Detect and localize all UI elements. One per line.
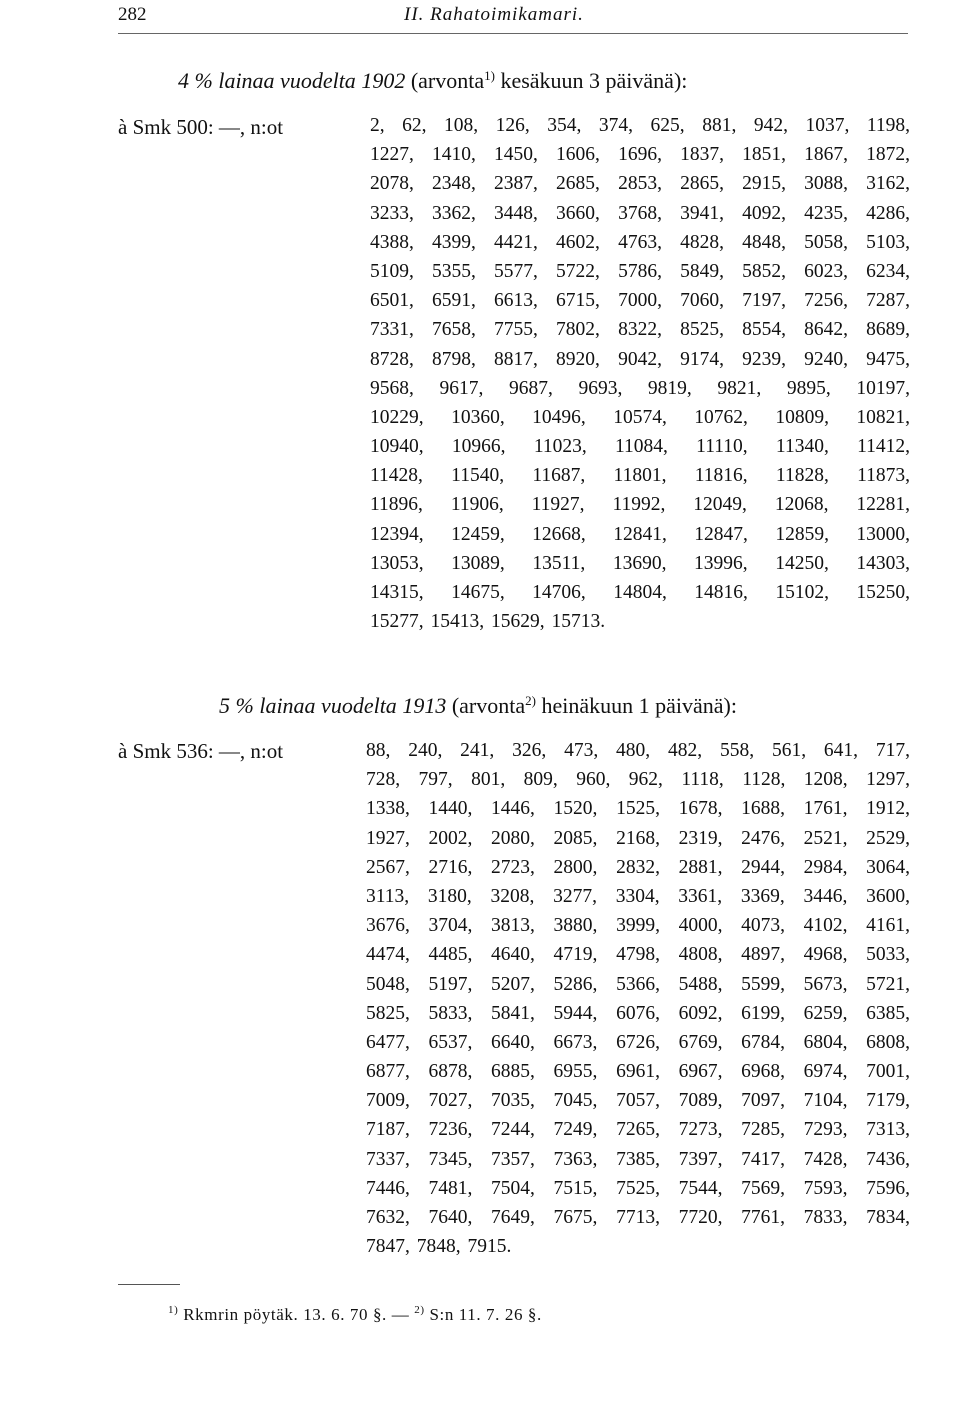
heading-rate: 5 %: [219, 693, 254, 718]
number-line: 4474, 4485, 4640, 4719, 4798, 4808, 4897, 4968, 5033,: [366, 944, 910, 966]
heading-draw: (arvonta: [410, 68, 485, 93]
number-line: 1227, 1410, 1450, 1606, 1696, 1837, 1851, 1867, 1872,: [370, 144, 910, 166]
number-line: 6877, 6878, 6885, 6955, 6961, 6967, 6968, 6974, 7001,: [366, 1061, 910, 1083]
number-line: 3233, 3362, 3448, 3660, 3768, 3941, 4092, 4235, 4286,: [370, 202, 910, 224]
number-line: 12394, 12459, 12668, 12841, 12847, 12859, 13000,: [370, 523, 910, 545]
bond-number-list-1902: [370, 111, 910, 636]
heading-date: heinäkuun 1 päivänä):: [541, 693, 737, 718]
heading-date: kesäkuun 3 päivänä):: [500, 68, 688, 93]
number-line: 7446, 7481, 7504, 7515, 7525, 7544, 7569, 7593, 7596,: [366, 1177, 910, 1199]
number-line: 7187, 7236, 7244, 7249, 7265, 7273, 7285, 7293, 7313,: [366, 1119, 910, 1141]
number-line: 6477, 6537, 6640, 6673, 6726, 6769, 6784, 6804, 6808,: [366, 1031, 910, 1053]
number-line: 3676, 3704, 3813, 3880, 3999, 4000, 4073, 4102, 4161,: [366, 915, 910, 937]
footnote: [168, 1304, 542, 1325]
header-rule: [118, 33, 908, 34]
number-line: 15277, 15413, 15629, 15713.: [370, 611, 606, 633]
number-line: 1927, 2002, 2080, 2085, 2168, 2319, 2476, 2521, 2529,: [366, 827, 910, 849]
bond-number-list-1913: [366, 736, 910, 1261]
number-line: 14315, 14675, 14706, 14804, 14816, 15102, 15250,: [370, 582, 910, 603]
number-line: 88, 240, 241, 326, 473, 480, 482, 558, 561, 641, 717,: [366, 740, 910, 761]
section-heading-1913: [219, 694, 737, 717]
number-line: 8728, 8798, 8817, 8920, 9042, 9174, 9239, 9240, 9475,: [370, 348, 910, 370]
heading-loan: lainaa vuodelta: [259, 693, 397, 718]
number-line: 728, 797, 801, 809, 960, 962, 1118, 1128, 1208, 1297,: [366, 769, 910, 791]
number-line: 13053, 13089, 13511, 13690, 13996, 14250, 14303,: [370, 552, 910, 574]
denomination-500: à Smk 500: —, n:ot: [118, 115, 284, 139]
number-line: 10940, 10966, 11023, 11084, 11110, 11340, 11412,: [370, 436, 910, 458]
footnote-rule: [118, 1284, 180, 1285]
page-number: 282: [118, 4, 147, 25]
number-line: 4388, 4399, 4421, 4602, 4763, 4828, 4848, 5058, 5103,: [370, 231, 910, 253]
footnote-mark-2: 2): [414, 1304, 425, 1316]
number-line: 7337, 7345, 7357, 7363, 7385, 7397, 7417, 7428, 7436,: [366, 1148, 910, 1170]
footnote-mark-1: 1): [168, 1304, 179, 1316]
number-line: 5109, 5355, 5577, 5722, 5786, 5849, 5852, 6023, 6234,: [370, 260, 910, 282]
number-line: 7009, 7027, 7035, 7045, 7057, 7089, 7097, 7104, 7179,: [366, 1090, 910, 1112]
number-line: 5825, 5833, 5841, 5944, 6076, 6092, 6199, 6259, 6385,: [366, 1002, 910, 1024]
number-line: 2567, 2716, 2723, 2800, 2832, 2881, 2944, 2984, 3064,: [366, 856, 910, 878]
heading-year: 1913: [402, 693, 447, 718]
footnote-text-1: Rkmrin pöytäk. 13. 6. 70 §. —: [183, 1305, 410, 1324]
heading-year: 1902: [361, 68, 406, 93]
heading-draw: (arvonta: [451, 693, 526, 718]
number-line: 3113, 3180, 3208, 3277, 3304, 3361, 3369, 3446, 3600,: [366, 885, 910, 907]
number-line: 10229, 10360, 10496, 10574, 10762, 10809, 10821,: [370, 406, 910, 428]
heading-footnote-mark: 1): [484, 68, 495, 83]
denomination-536: à Smk 536: —, n:ot: [118, 739, 284, 763]
number-line: 2078, 2348, 2387, 2685, 2853, 2865, 2915, 3088, 3162,: [370, 173, 910, 195]
number-line: 11896, 11906, 11927, 11992, 12049, 12068, 12281,: [370, 494, 910, 516]
footnote-text-2: S:n 11. 7. 26 §.: [429, 1305, 542, 1324]
heading-loan: lainaa vuodelta: [218, 68, 356, 93]
number-line: 9568, 9617, 9687, 9693, 9819, 9821, 9895, 10197,: [370, 377, 910, 399]
heading-footnote-mark: 2): [525, 693, 536, 708]
section-heading-1902: [178, 69, 687, 92]
heading-rate: 4 %: [178, 68, 213, 93]
number-line: 2, 62, 108, 126, 354, 374, 625, 881, 942, 1037, 1198,: [370, 115, 910, 136]
number-line: 5048, 5197, 5207, 5286, 5366, 5488, 5599, 5673, 5721,: [366, 973, 910, 995]
number-line: 6501, 6591, 6613, 6715, 7000, 7060, 7197, 7256, 7287,: [370, 290, 910, 312]
number-line: 11428, 11540, 11687, 11801, 11816, 11828, 11873,: [370, 465, 910, 487]
number-line: 7847, 7848, 7915.: [366, 1236, 512, 1258]
number-line: 1338, 1440, 1446, 1520, 1525, 1678, 1688, 1761, 1912,: [366, 798, 910, 820]
running-title: II. Rahatoimikamari.: [404, 4, 584, 25]
number-line: 7331, 7658, 7755, 7802, 8322, 8525, 8554, 8642, 8689,: [370, 319, 910, 341]
page-header: [0, 0, 960, 40]
number-line: 7632, 7640, 7649, 7675, 7713, 7720, 7761, 7833, 7834,: [366, 1207, 910, 1228]
